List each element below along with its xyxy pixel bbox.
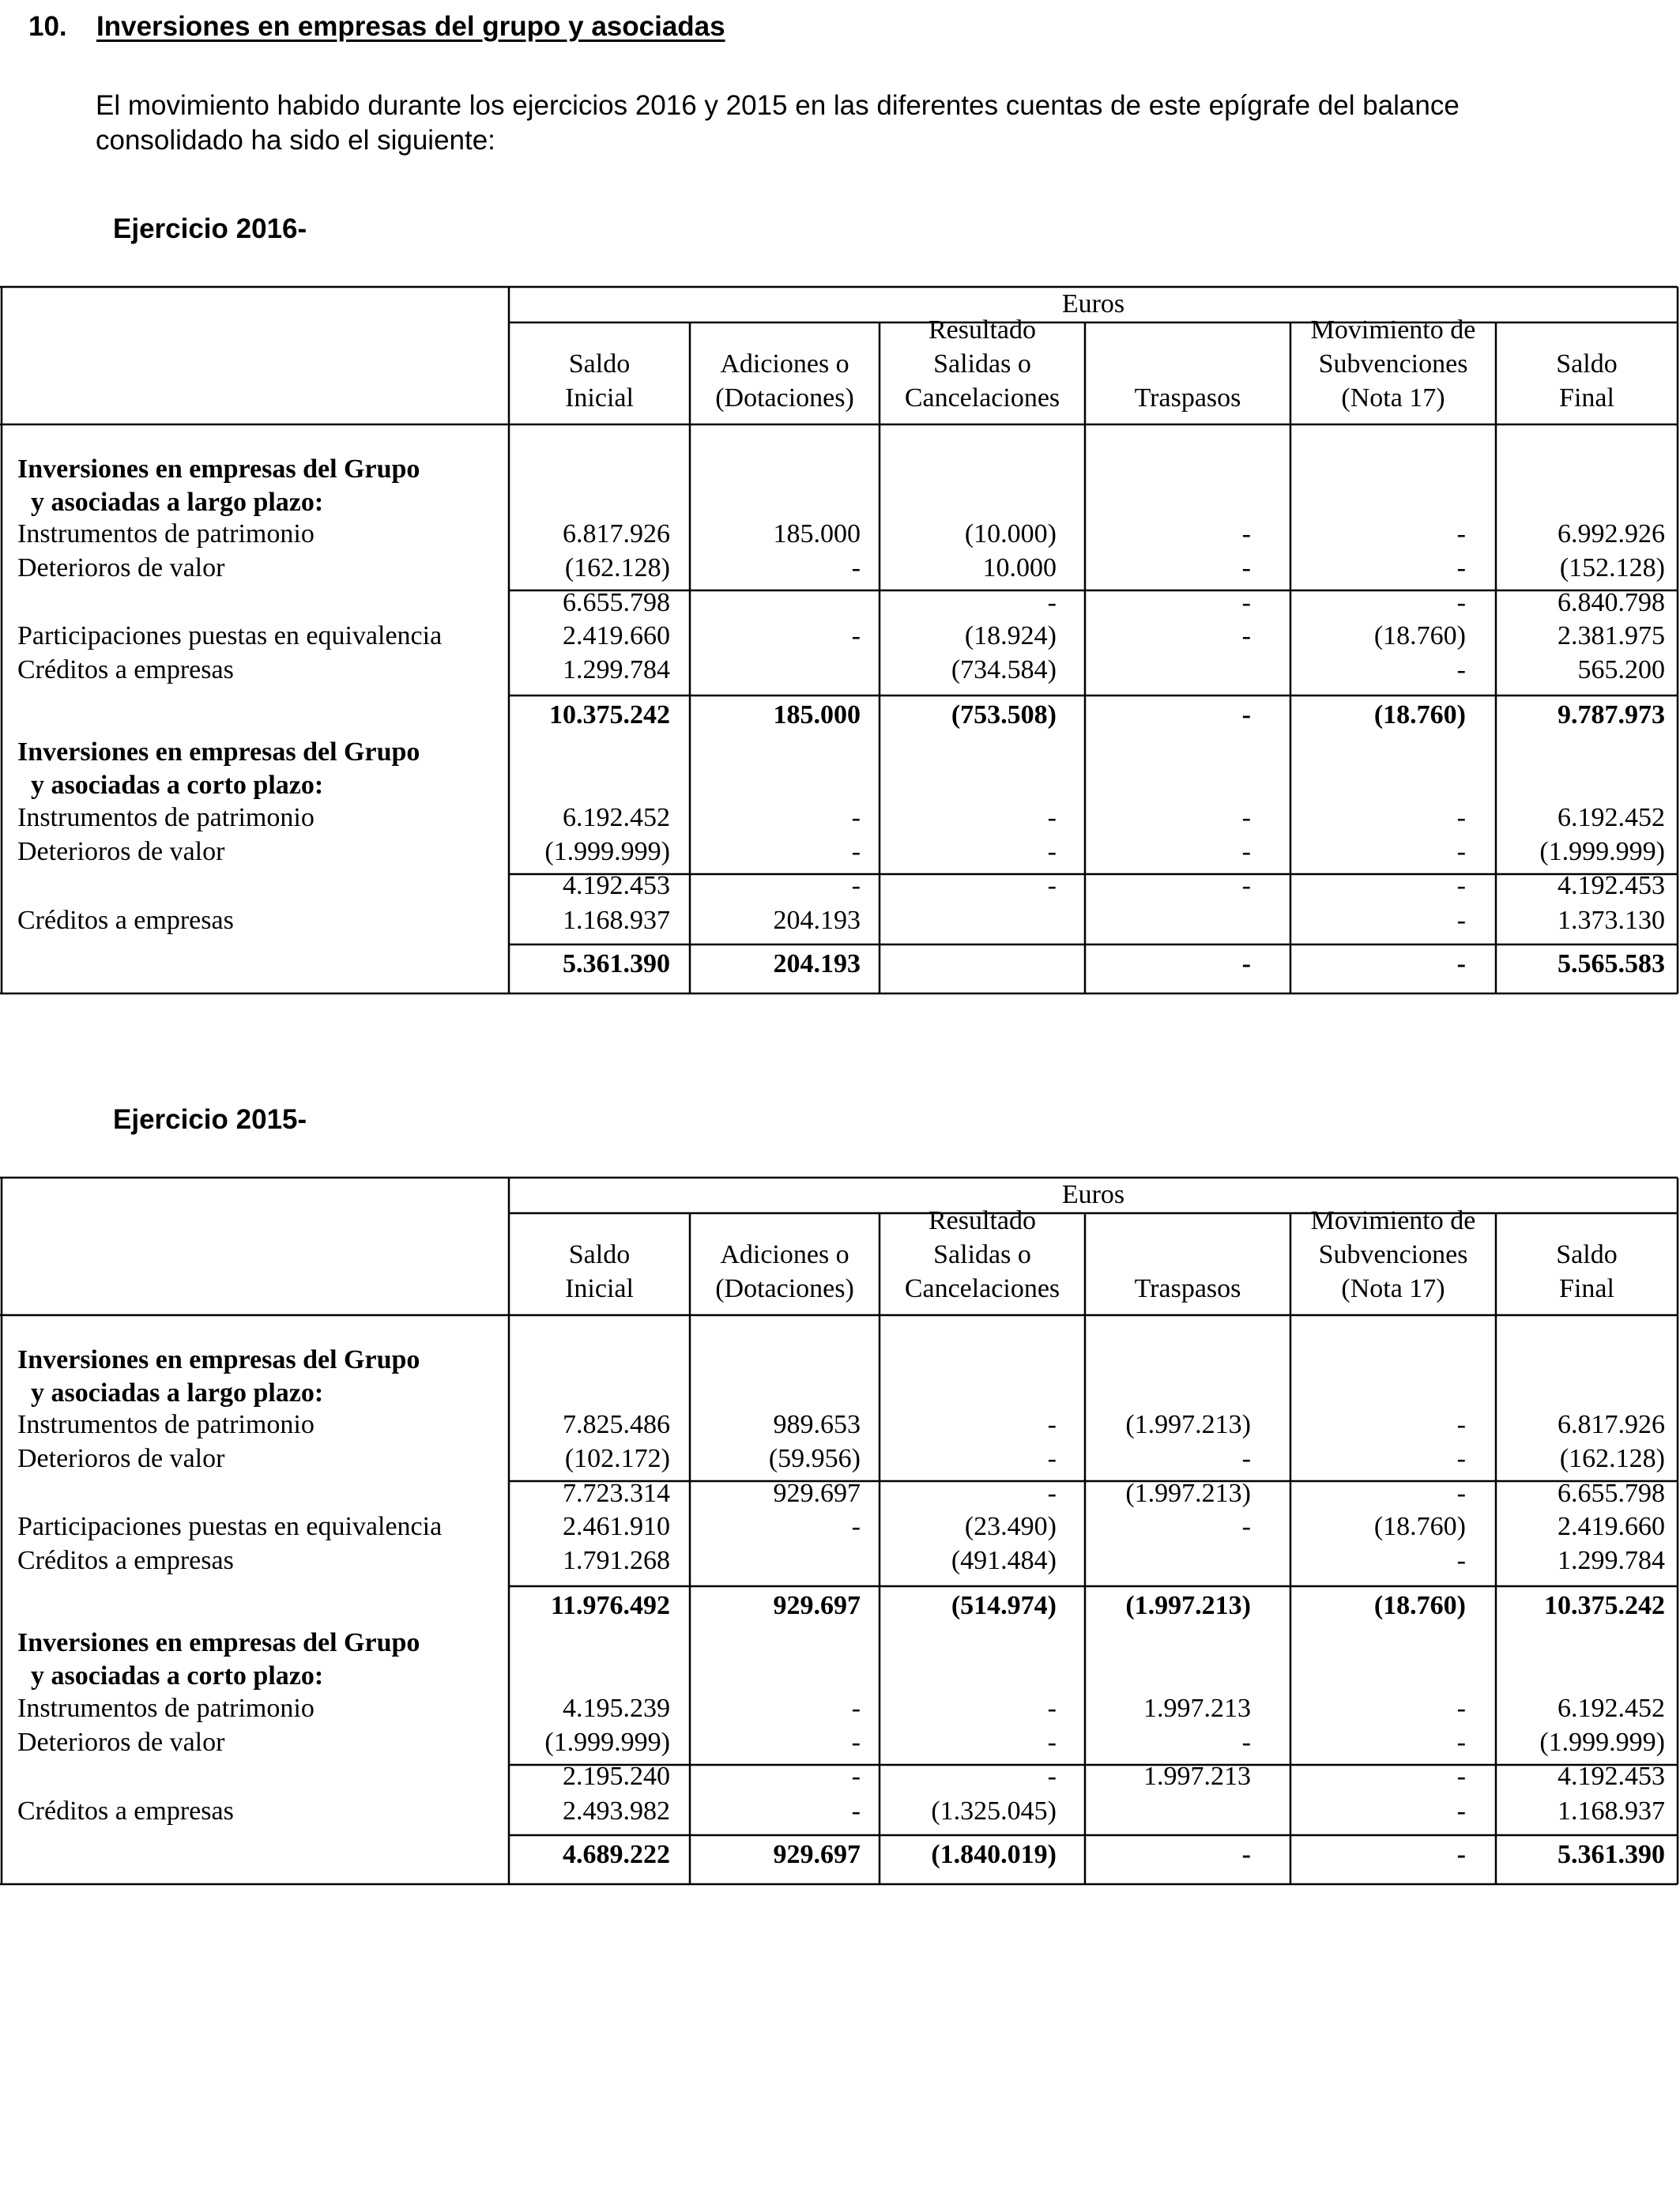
table-cell: -: [851, 1728, 861, 1757]
year-label-2015: Ejercicio 2015-: [113, 1104, 307, 1135]
table-cell: -: [1456, 1479, 1466, 1508]
table-cell: -: [1047, 588, 1057, 617]
row-label: Deterioros de valor: [17, 553, 225, 582]
column-header: Inicial: [565, 1274, 634, 1303]
table-cell: (1.999.999): [1539, 837, 1665, 866]
year-label-2016: Ejercicio 2016-: [113, 213, 307, 244]
table-cell: (1.999.999): [544, 1728, 670, 1757]
section-label: Inversiones en empresas del Grupo: [17, 1345, 420, 1374]
section-label: y asociadas a corto plazo:: [17, 1661, 324, 1691]
table-cell: (1.999.999): [544, 837, 670, 866]
table-cell: -: [1456, 949, 1466, 978]
column-header: Resultado: [929, 1206, 1036, 1235]
table-cell: -: [1241, 837, 1251, 866]
table-cell: -: [851, 553, 861, 582]
section-title: Inversiones en empresas del grupo y asociadas: [96, 11, 725, 42]
table-cell: 2.419.660: [563, 621, 670, 650]
table-cell: -: [1456, 519, 1466, 548]
column-header: Final: [1559, 1274, 1614, 1303]
table-cell: 5.361.390: [563, 949, 670, 978]
table-cell: (1.999.999): [1539, 1728, 1665, 1757]
table-cell: -: [1241, 871, 1251, 900]
table-cell: -: [1456, 553, 1466, 582]
row-label: Créditos a empresas: [17, 906, 234, 935]
row-label: Participaciones puestas en equivalencia: [17, 621, 443, 650]
intro-paragraph: El movimiento habido durante los ejercicios 2016 y 2015 en las diferentes cuentas de este epígrafe del balance consolidado ha sido el siguiente:: [96, 90, 1460, 156]
movement-table-2016: [0, 285, 1680, 996]
table-cell: 565.200: [1577, 655, 1665, 684]
table-cell: -: [851, 837, 861, 866]
table-cell: -: [851, 803, 861, 832]
table-cell: (162.128): [1559, 1444, 1665, 1473]
row-label: Créditos a empresas: [17, 655, 234, 684]
table-cell: -: [1456, 1410, 1466, 1439]
section-number: 10.: [28, 11, 67, 42]
table-cell: 10.375.242: [549, 700, 670, 729]
table-cell: -: [851, 1512, 861, 1541]
column-header: (Dotaciones): [715, 383, 854, 413]
column-header: Saldo: [568, 349, 631, 379]
table-cell: 4.192.453: [1558, 871, 1665, 900]
table-cell: 929.697: [773, 1840, 861, 1869]
table-cell: -: [1047, 1694, 1057, 1723]
section-label: y asociadas a corto plazo:: [17, 771, 324, 800]
table-cell: -: [1456, 906, 1466, 935]
table-cell: (1.997.213): [1125, 1479, 1251, 1508]
section-label: Inversiones en empresas del Grupo: [17, 737, 420, 767]
table-cell: 6.192.452: [1558, 1694, 1665, 1723]
row-label: Créditos a empresas: [17, 1796, 234, 1826]
table-cell: -: [851, 871, 861, 900]
table-cell: (18.760): [1373, 700, 1466, 729]
table-cell: 204.193: [773, 949, 861, 978]
table-cell: 10.375.242: [1544, 1591, 1665, 1620]
table-cell: 7.723.314: [563, 1479, 670, 1508]
column-header: Movimiento de: [1310, 315, 1476, 345]
column-header: Cancelaciones: [904, 383, 1060, 413]
row-label: Instrumentos de patrimonio: [17, 519, 315, 548]
currency-header: Euros: [1061, 1180, 1125, 1209]
column-header: Subvenciones: [1318, 1240, 1468, 1269]
table-cell: -: [1047, 1479, 1057, 1508]
section-label: Inversiones en empresas del Grupo: [17, 454, 420, 484]
table-cell: 10.000: [982, 553, 1057, 582]
table-cell: 2.195.240: [563, 1762, 670, 1791]
section-label: Inversiones en empresas del Grupo: [17, 1628, 420, 1657]
table-cell: (1.997.213): [1125, 1410, 1251, 1439]
table-cell: (23.490): [964, 1512, 1057, 1541]
table-cell: (1.840.019): [931, 1840, 1057, 1869]
table-cell: (1.997.213): [1125, 1591, 1251, 1620]
table-cell: -: [851, 1762, 861, 1791]
table-cell: -: [1047, 871, 1057, 900]
column-header: Salidas o: [933, 349, 1031, 379]
movement-table-2015: [0, 1175, 1680, 1887]
table-cell: -: [851, 1796, 861, 1826]
table-cell: 929.697: [773, 1479, 861, 1508]
table-cell: (18.760): [1373, 1591, 1466, 1620]
table-cell: (152.128): [1559, 553, 1665, 582]
table-cell: 1.299.784: [563, 655, 670, 684]
column-header: Saldo: [1556, 349, 1618, 379]
table-cell: 6.655.798: [1558, 1479, 1665, 1508]
table-cell: (10.000): [964, 519, 1057, 548]
row-label: Participaciones puestas en equivalencia: [17, 1512, 443, 1541]
column-header: Inicial: [565, 383, 634, 413]
table-cell: 6.192.452: [1558, 803, 1665, 832]
column-header: Adiciones o: [720, 349, 849, 379]
table-cell: -: [1456, 1728, 1466, 1757]
table-cell: 1.997.213: [1143, 1762, 1251, 1791]
currency-header: Euros: [1061, 289, 1125, 319]
table-cell: 6.817.926: [563, 519, 670, 548]
table-cell: -: [1241, 553, 1251, 582]
table-cell: (18.924): [964, 621, 1057, 650]
column-header: (Dotaciones): [715, 1274, 854, 1303]
table-cell: (491.484): [951, 1546, 1057, 1575]
column-header: Traspasos: [1134, 383, 1241, 413]
table-cell: -: [1047, 1762, 1057, 1791]
table-cell: -: [1456, 837, 1466, 866]
column-header: Salidas o: [933, 1240, 1031, 1269]
column-header: Cancelaciones: [904, 1274, 1060, 1303]
table-cell: 6.840.798: [1558, 588, 1665, 617]
table-cell: 929.697: [773, 1591, 861, 1620]
table-cell: 4.195.239: [563, 1694, 670, 1723]
table-cell: -: [1047, 837, 1057, 866]
table-cell: 204.193: [773, 906, 861, 935]
table-cell: 6.655.798: [563, 588, 670, 617]
table-cell: 11.976.492: [550, 1591, 670, 1620]
table-cell: 5.565.583: [1558, 949, 1665, 978]
table-cell: (1.325.045): [931, 1796, 1057, 1826]
table-cell: -: [1241, 1512, 1251, 1541]
table-cell: (514.974): [951, 1591, 1057, 1620]
row-label: Instrumentos de patrimonio: [17, 1694, 315, 1723]
table-cell: -: [1047, 1728, 1057, 1757]
table-cell: 1.168.937: [1558, 1796, 1665, 1826]
table-cell: -: [1047, 1410, 1057, 1439]
column-header: Subvenciones: [1318, 349, 1468, 379]
table-cell: -: [1456, 1762, 1466, 1791]
table-cell: -: [1456, 1546, 1466, 1575]
table-cell: -: [1241, 700, 1251, 729]
row-label: Deterioros de valor: [17, 1444, 225, 1473]
table-cell: (102.172): [564, 1444, 670, 1473]
table-cell: -: [1241, 621, 1251, 650]
table-cell: 6.192.452: [563, 803, 670, 832]
table-cell: -: [1456, 1796, 1466, 1826]
table-cell: 4.192.453: [1558, 1762, 1665, 1791]
table-cell: 7.825.486: [563, 1410, 670, 1439]
table-cell: 5.361.390: [1558, 1840, 1665, 1869]
column-header: Traspasos: [1134, 1274, 1241, 1303]
row-label: Instrumentos de patrimonio: [17, 803, 315, 832]
table-cell: -: [1456, 588, 1466, 617]
table-cell: -: [1241, 803, 1251, 832]
table-cell: -: [1241, 588, 1251, 617]
table-cell: 6.817.926: [1558, 1410, 1665, 1439]
table-cell: (753.508): [951, 700, 1057, 729]
table-cell: -: [1241, 949, 1251, 978]
table-cell: (59.956): [768, 1444, 861, 1473]
table-cell: -: [1241, 1444, 1251, 1473]
column-header: Movimiento de: [1310, 1206, 1476, 1235]
column-header: Saldo: [568, 1240, 631, 1269]
table-cell: -: [1047, 1444, 1057, 1473]
column-header: Saldo: [1556, 1240, 1618, 1269]
table-cell: 2.493.982: [563, 1796, 670, 1826]
table-cell: -: [1456, 803, 1466, 832]
row-label: Deterioros de valor: [17, 1728, 225, 1757]
table-cell: -: [851, 1694, 861, 1723]
column-header: Adiciones o: [720, 1240, 849, 1269]
row-label: Deterioros de valor: [17, 837, 225, 866]
table-cell: 4.192.453: [563, 871, 670, 900]
table-cell: (18.760): [1373, 621, 1466, 650]
table-cell: 1.373.130: [1558, 906, 1665, 935]
row-label: Instrumentos de patrimonio: [17, 1410, 315, 1439]
table-cell: 1.791.268: [563, 1546, 670, 1575]
column-header: Final: [1559, 383, 1614, 413]
table-cell: 1.168.937: [563, 906, 670, 935]
table-cell: 1.299.784: [1558, 1546, 1665, 1575]
table-cell: -: [1456, 871, 1466, 900]
section-heading: [28, 11, 725, 43]
table-cell: 185.000: [773, 700, 861, 729]
column-header: (Nota 17): [1341, 1274, 1445, 1303]
table-cell: -: [851, 621, 861, 650]
table-cell: -: [1456, 655, 1466, 684]
column-header: (Nota 17): [1341, 383, 1445, 413]
section-label: y asociadas a largo plazo:: [17, 1378, 324, 1408]
table-cell: (162.128): [564, 553, 670, 582]
table-cell: 1.997.213: [1143, 1694, 1251, 1723]
table-cell: -: [1241, 1840, 1251, 1869]
table-cell: (18.760): [1373, 1512, 1466, 1541]
table-cell: -: [1456, 1840, 1466, 1869]
table-cell: -: [1047, 803, 1057, 832]
table-cell: -: [1456, 1694, 1466, 1723]
section-label: y asociadas a largo plazo:: [17, 488, 324, 517]
table-cell: 9.787.973: [1558, 700, 1665, 729]
table-cell: 6.992.926: [1558, 519, 1665, 548]
table-cell: -: [1241, 1728, 1251, 1757]
table-cell: 2.381.975: [1558, 621, 1665, 650]
row-label: Créditos a empresas: [17, 1546, 234, 1575]
table-cell: 4.689.222: [563, 1840, 670, 1869]
table-cell: (734.584): [951, 655, 1057, 684]
table-cell: 2.461.910: [563, 1512, 670, 1541]
table-cell: 989.653: [773, 1410, 861, 1439]
table-cell: 2.419.660: [1558, 1512, 1665, 1541]
table-cell: -: [1456, 1444, 1466, 1473]
table-cell: -: [1241, 519, 1251, 548]
table-cell: 185.000: [773, 519, 861, 548]
column-header: Resultado: [929, 315, 1036, 345]
